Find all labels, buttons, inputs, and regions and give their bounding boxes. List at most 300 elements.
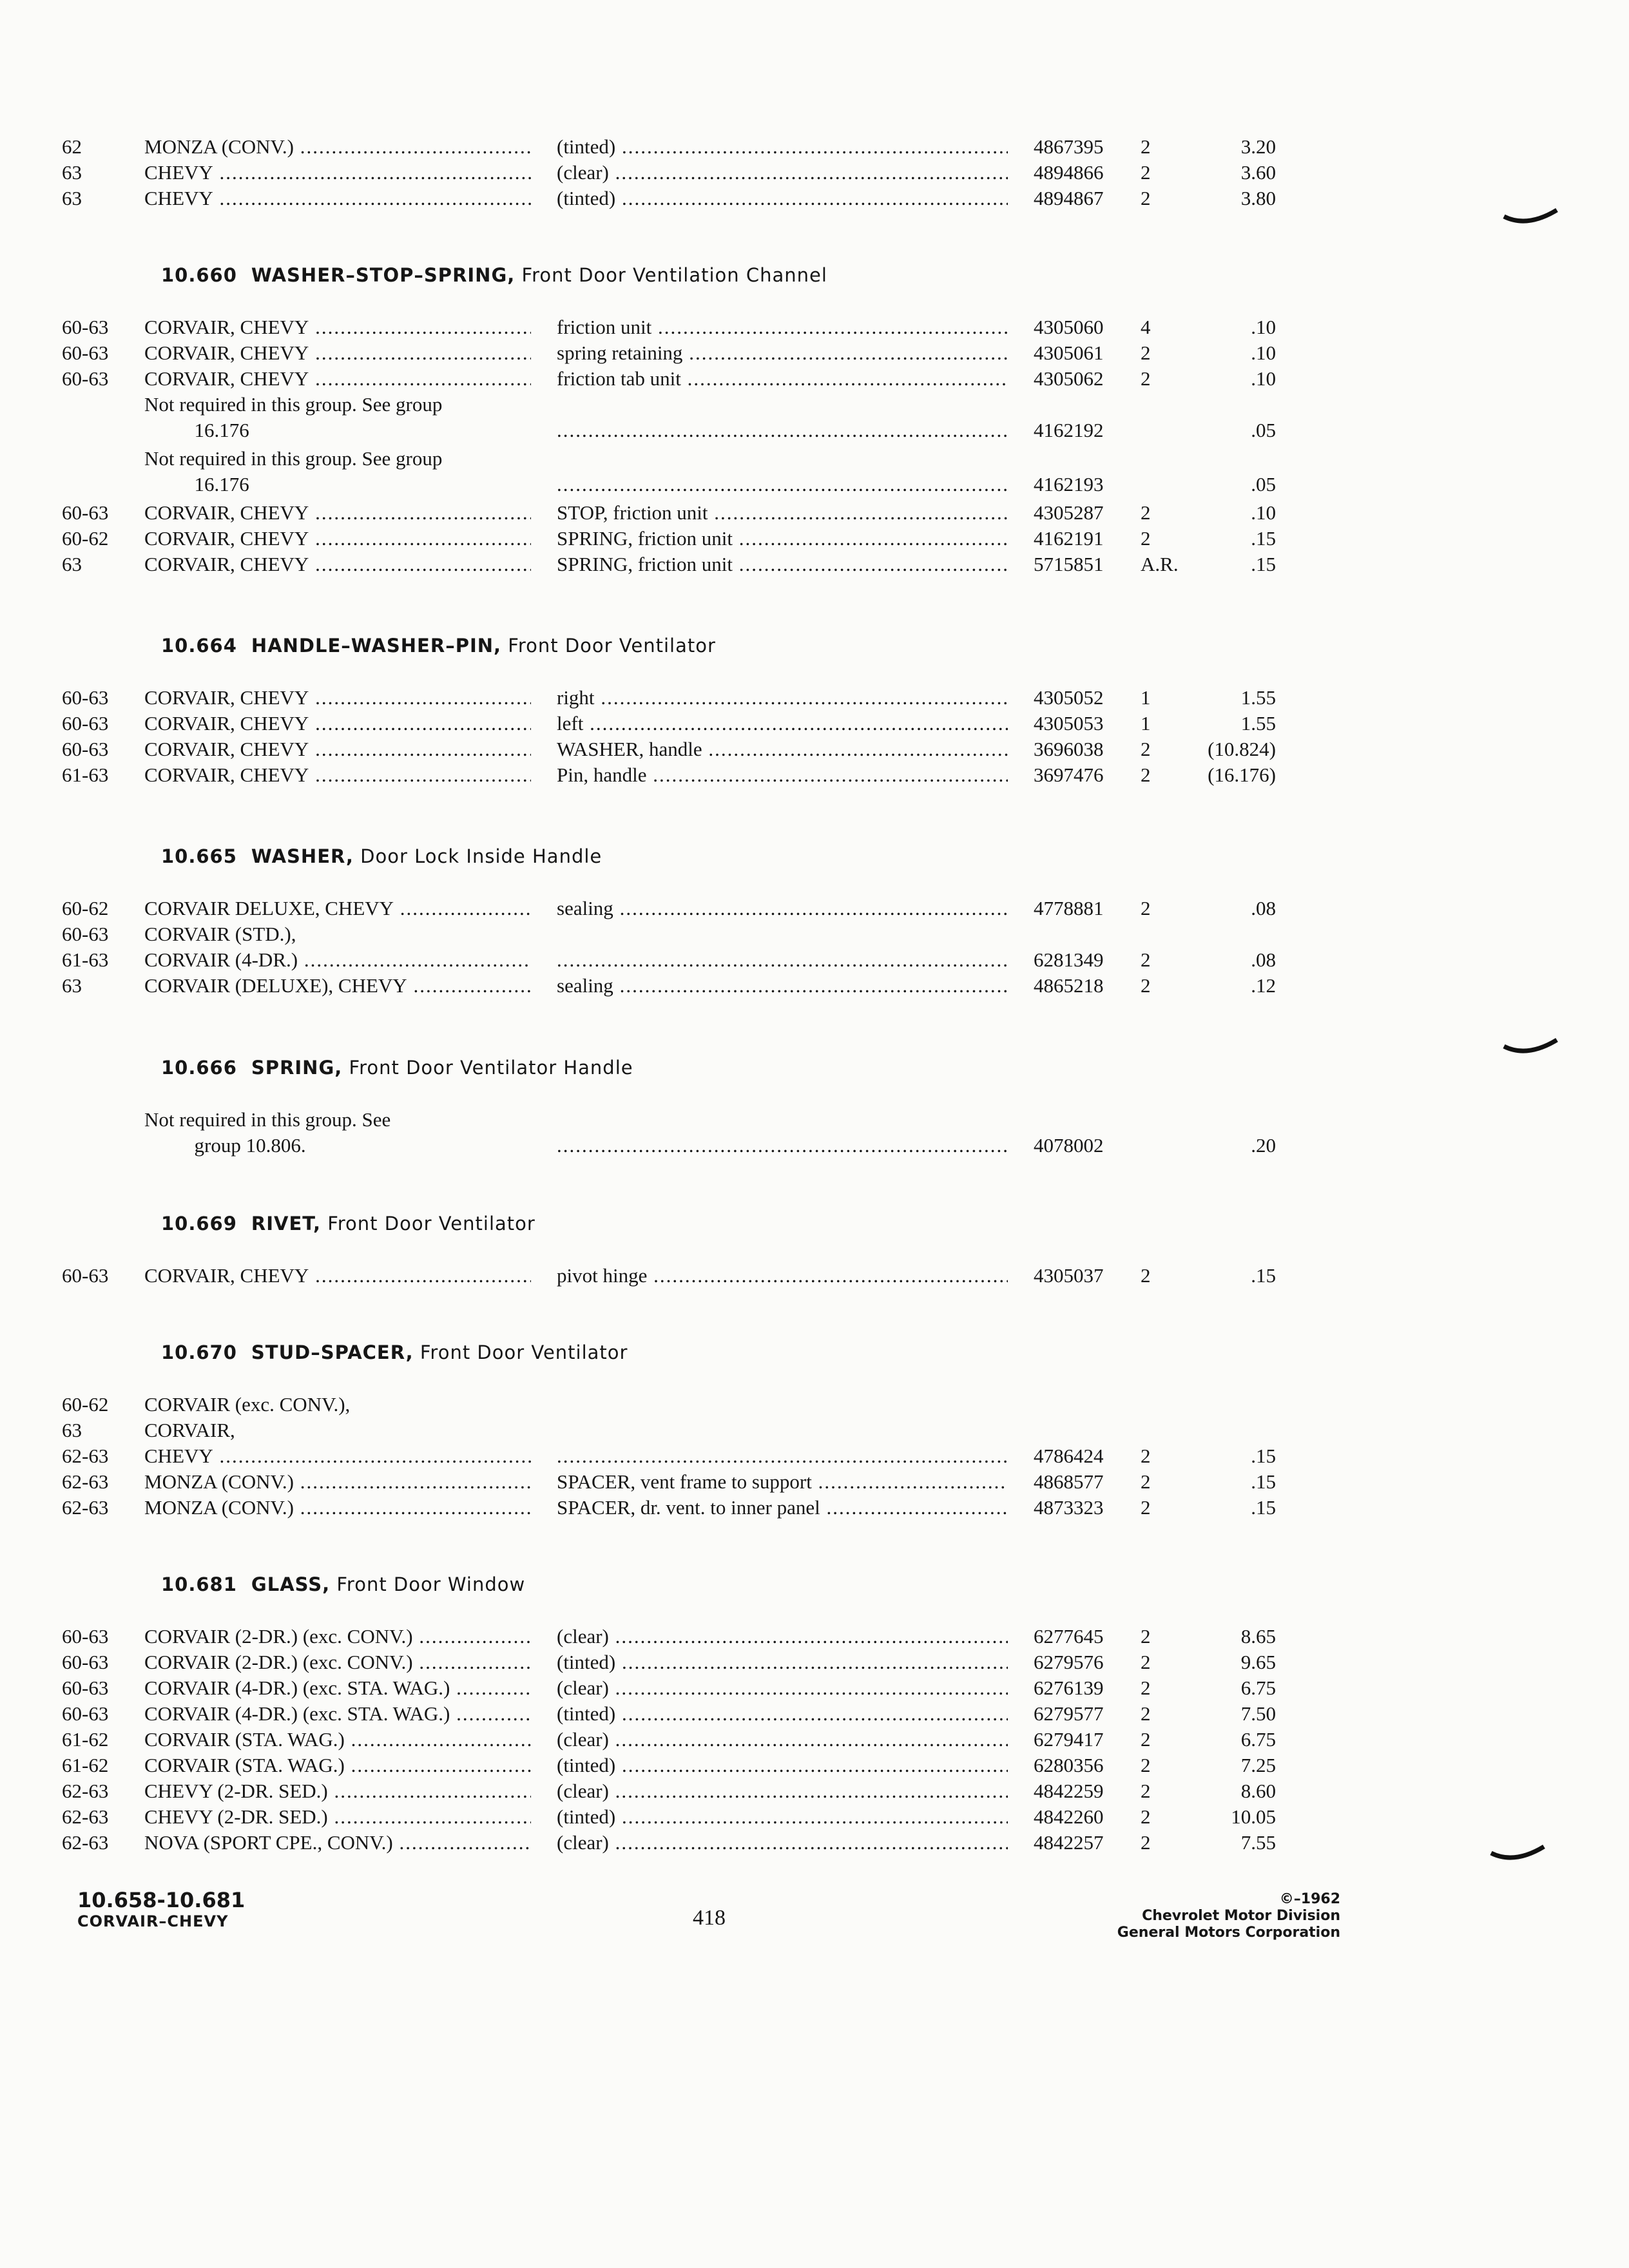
footer-group-name: CORVAIR–CHEVY [77,1912,229,1930]
model-text-continued: 16.176 ..... [144,473,531,500]
description-text: SPRING, friction unit ..... [557,553,1008,575]
model-text-continued: 16.176 ..... [144,419,531,446]
quantity-cell: 2 [1141,1805,1151,1828]
description-text: (clear) ..... [557,161,1008,184]
year-cell: 61-63 [62,764,109,786]
model-cell [144,1778,531,1804]
price-cell: .15 [1251,1445,1276,1467]
year-cell: 62 [62,135,82,158]
part-number-cell: 3697476 [1034,764,1104,786]
description-cell [557,1624,1008,1649]
table-row [0,1263,1629,1291]
model-text: CORVAIR, CHEVY ..... [144,764,531,786]
model-text: CHEVY ..... [144,1445,531,1467]
description-text: (clear) ..... [557,1728,1008,1751]
part-number-cell: 4305287 [1034,501,1104,524]
description-text: (tinted) ..... [557,1754,1008,1776]
quantity-cell: 2 [1141,527,1151,550]
part-number-cell: 4078002 [1034,1134,1104,1157]
description-text: (clear) ..... [557,1625,1008,1648]
table-row [0,1753,1629,1781]
table-row [0,526,1629,554]
model-text: MONZA (CONV.) ..... [144,1470,531,1493]
year-cell: 60-63 [62,1702,109,1725]
part-number-cell: 4868577 [1034,1470,1104,1493]
description-text [557,473,1008,495]
quantity-cell: 2 [1141,501,1151,524]
price-cell: 6.75 [1240,1677,1276,1699]
description-text: (tinted) ..... [557,1651,1008,1673]
part-number-cell: 6279576 [1034,1651,1104,1673]
description-text: pivot hinge ..... [557,1264,1008,1287]
description-text: WASHER, handle ..... [557,738,1008,760]
part-number-cell: 4873323 [1034,1496,1104,1519]
price-cell: .10 [1251,367,1276,390]
year-cell: 60-62 [62,527,109,550]
description-cell [557,134,1008,160]
section-name: SPRING, [251,1057,343,1079]
year-cell: 62-63 [62,1445,109,1467]
description-text: STOP, friction unit ..... [557,501,1008,524]
model-text: CORVAIR (4-DR.) ..... [144,948,531,971]
model-text: CORVAIR, CHEVY ..... [144,341,531,364]
table-row [0,896,1629,924]
description-cell [557,1443,1008,1469]
description-cell [557,1649,1008,1675]
description-cell [557,736,1008,762]
model-text: NOVA (SPORT CPE., CONV.) ..... [144,1831,531,1854]
quantity-cell: 2 [1141,1780,1151,1802]
model-cell [144,1727,531,1753]
price-cell: 3.60 [1240,161,1276,184]
model-cell [144,134,531,160]
section-heading [161,1057,633,1079]
model-text-continued: group 10.806. ..... [144,1134,531,1161]
section-heading [161,1213,535,1235]
quantity-cell: 2 [1141,135,1151,158]
price-cell: 1.55 [1240,686,1276,709]
model-cell [144,160,531,186]
description-text: left ..... [557,712,1008,735]
section-number: 10.660 [161,264,237,286]
section-heading [161,845,602,867]
price-cell: .15 [1251,527,1276,550]
description-cell [557,1830,1008,1856]
footer-group [77,1888,245,1930]
model-cell [144,947,531,973]
model-cell [144,366,531,392]
quantity-cell: 2 [1141,948,1151,971]
section-heading [161,635,716,657]
description-text: (clear) ..... [557,1780,1008,1802]
corporation: General Motors Corporation [1117,1925,1340,1941]
description-cell [557,762,1008,788]
part-number-cell: 4305052 [1034,686,1104,709]
part-number-cell: 4162191 [1034,527,1104,550]
price-cell: .08 [1251,948,1276,971]
model-cell [144,526,531,552]
description-text [557,419,1008,441]
description-text: friction unit ..... [557,316,1008,338]
part-number-cell: 4894867 [1034,187,1104,209]
section-number: 10.664 [161,635,237,657]
quantity-cell: 2 [1141,1728,1151,1751]
table-row [0,1727,1629,1755]
model-cell [144,736,531,762]
quantity-cell: A.R. [1141,553,1179,575]
model-cell [144,1624,531,1649]
part-number-cell: 4842260 [1034,1805,1104,1828]
description-text: SPACER, vent frame to support ..... [557,1470,1008,1493]
model-cell [144,186,531,211]
model-text: CORVAIR, CHEVY ..... [144,316,531,338]
model-text: CORVAIR, CHEVY ..... [144,501,531,524]
table-row [0,1418,1629,1446]
table-row [0,973,1629,1001]
part-number-cell: 4162192 [1034,419,1104,441]
quantity-cell: 2 [1141,1445,1151,1467]
model-text: Not required in this group. See [144,1108,391,1131]
part-number-cell: 4305062 [1034,367,1104,390]
part-number-cell: 4865218 [1034,974,1104,997]
model-text: CORVAIR (exc. CONV.), [144,1393,351,1416]
description-cell [557,340,1008,366]
description-cell [557,1495,1008,1521]
part-number-cell: 4867395 [1034,135,1104,158]
year-cell: 63 [62,1419,82,1441]
section-name: HANDLE–WASHER–PIN, [251,635,502,657]
section-name: WASHER, [251,845,354,867]
year-cell: 60-63 [62,923,109,945]
section-name: STUD–SPACER, [251,1341,414,1363]
table-row [0,1830,1629,1858]
price-cell: .15 [1251,1264,1276,1287]
section-name: RIVET, [251,1213,321,1235]
description-cell [557,1753,1008,1778]
table-row [0,1649,1629,1678]
model-cell [144,1495,531,1521]
quantity-cell: 2 [1141,1677,1151,1699]
year-cell: 60-63 [62,1264,109,1287]
model-text: CORVAIR (2-DR.) (exc. CONV.) ..... [144,1651,531,1673]
quantity-cell: 2 [1141,1625,1151,1648]
model-text: CORVAIR, CHEVY ..... [144,686,531,709]
price-cell: .15 [1251,1470,1276,1493]
year-cell: 62-63 [62,1805,109,1828]
table-row [0,711,1629,739]
year-cell: 60-63 [62,367,109,390]
part-number-cell: 4305053 [1034,712,1104,735]
description-cell [557,1675,1008,1701]
price-cell: (10.824) [1208,738,1276,760]
year-cell: 62-63 [62,1470,109,1493]
description-text: (tinted) ..... [557,187,1008,209]
section-number: 10.670 [161,1341,237,1363]
price-cell: .05 [1251,419,1276,441]
table-row [0,446,1629,500]
model-cell [144,1107,531,1161]
description-text: (clear) ..... [557,1677,1008,1699]
table-row [0,366,1629,394]
description-cell [557,896,1008,921]
description-cell [557,1133,1008,1158]
year-cell: 63 [62,187,82,209]
table-row [0,1778,1629,1807]
description-cell [557,973,1008,999]
part-number-cell: 5715851 [1034,553,1104,575]
table-row [0,1624,1629,1652]
description-cell [557,1469,1008,1495]
year-cell: 63 [62,974,82,997]
section-name: WASHER–STOP–SPRING, [251,264,516,286]
year-cell: 62-63 [62,1780,109,1802]
quantity-cell: 2 [1141,1264,1151,1287]
model-text: CORVAIR, CHEVY ..... [144,527,531,550]
table-row [0,685,1629,713]
model-text: CORVAIR (4-DR.) (exc. STA. WAG.) ..... [144,1702,531,1725]
price-cell: 6.75 [1240,1728,1276,1751]
part-number-cell: 4305060 [1034,316,1104,338]
description-text: (tinted) ..... [557,135,1008,158]
quantity-cell: 1 [1141,686,1151,709]
table-row [0,1495,1629,1523]
table-row [0,1804,1629,1832]
year-cell: 60-62 [62,897,109,919]
part-number-cell: 4842259 [1034,1780,1104,1802]
description-cell [557,160,1008,186]
model-cell [144,392,531,446]
part-number-cell: 4786424 [1034,1445,1104,1467]
part-number-cell: 4305037 [1034,1264,1104,1287]
description-text: friction tab unit ..... [557,367,1008,390]
model-cell [144,552,531,577]
description-cell [557,366,1008,392]
description-text: (tinted) ..... [557,1805,1008,1828]
price-cell: 10.05 [1231,1805,1276,1828]
table-row [0,134,1629,162]
copyright: ©–1962 [1279,1891,1340,1907]
footer-group-range: 10.658-10.681 [77,1888,246,1912]
section-number: 10.669 [161,1213,237,1235]
price-cell: 3.20 [1240,135,1276,158]
description-text: SPRING, friction unit ..... [557,527,1008,550]
model-cell [144,921,531,947]
price-cell: .08 [1251,897,1276,919]
table-row [0,552,1629,580]
model-cell [144,446,531,500]
description-cell [557,552,1008,577]
model-text: CORVAIR (DELUXE), CHEVY ..... [144,974,531,997]
section-name: GLASS, [251,1573,331,1595]
price-cell: .10 [1251,316,1276,338]
model-text: CORVAIR, CHEVY ..... [144,553,531,575]
year-cell: 62-63 [62,1831,109,1854]
section-title [251,264,827,286]
section-description: Front Door Window [336,1573,526,1595]
table-row [0,1443,1629,1472]
year-cell: 60-63 [62,501,109,524]
table-row [0,392,1629,446]
model-cell [144,1830,531,1856]
year-cell: 63 [62,553,82,575]
section-heading [161,264,827,286]
description-text [557,1134,1008,1157]
section-description: Door Lock Inside Handle [360,845,602,867]
description-cell [557,1778,1008,1804]
section-description: Front Door Ventilator [508,635,716,657]
quantity-cell: 2 [1141,1702,1151,1725]
table-row [0,1107,1629,1161]
model-text: CORVAIR, CHEVY ..... [144,1264,531,1287]
year-cell: 61-63 [62,948,109,971]
price-cell: .15 [1251,553,1276,575]
section-number: 10.666 [161,1057,237,1079]
description-cell [557,500,1008,526]
model-cell [144,1263,531,1289]
model-cell [144,1753,531,1778]
model-cell [144,762,531,788]
year-cell: 62-63 [62,1496,109,1519]
model-cell [144,685,531,711]
model-text: CHEVY ..... [144,161,531,184]
year-cell: 63 [62,161,82,184]
table-row [0,186,1629,214]
price-cell: .05 [1251,473,1276,495]
table-row [0,160,1629,188]
binder-mark-icon [1501,206,1559,232]
model-cell [144,1469,531,1495]
part-number-cell: 4305061 [1034,341,1104,364]
model-text: CORVAIR, CHEVY ..... [144,738,531,760]
description-cell [557,418,1008,443]
model-text: CORVAIR (STD.), [144,923,296,945]
model-text: CORVAIR (STA. WAG.) ..... [144,1728,531,1751]
quantity-cell: 2 [1141,187,1151,209]
price-cell: .10 [1251,501,1276,524]
quantity-cell: 2 [1141,1754,1151,1776]
price-cell: 8.65 [1240,1625,1276,1648]
model-cell [144,1443,531,1469]
year-cell: 60-63 [62,738,109,760]
price-cell: 7.25 [1240,1754,1276,1776]
model-text: CORVAIR, [144,1419,235,1441]
model-cell [144,973,531,999]
model-text: CORVAIR (STA. WAG.) ..... [144,1754,531,1776]
table-row [0,762,1629,791]
price-cell: .20 [1251,1134,1276,1157]
binder-mark-icon [1501,1036,1559,1062]
section-heading [161,1341,628,1363]
section-description: Front Door Ventilator [419,1341,628,1363]
description-text: SPACER, dr. vent. to inner panel ..... [557,1496,1008,1519]
year-cell: 60-63 [62,341,109,364]
section-description: Front Door Ventilator Handle [349,1057,633,1079]
section-description: Front Door Ventilator [327,1213,535,1235]
section-title [251,1213,535,1235]
description-text: (clear) ..... [557,1831,1008,1854]
model-text: CORVAIR (2-DR.) (exc. CONV.) ..... [144,1625,531,1648]
model-cell [144,314,531,340]
description-cell [557,1263,1008,1289]
part-number-cell: 6280356 [1034,1754,1104,1776]
year-cell: 60-63 [62,1651,109,1673]
year-cell: 61-62 [62,1728,109,1751]
table-row [0,1392,1629,1420]
description-text: sealing ..... [557,974,1008,997]
description-cell [557,186,1008,211]
year-cell: 61-62 [62,1754,109,1776]
year-cell: 60-63 [62,712,109,735]
model-text: CHEVY (2-DR. SED.) ..... [144,1805,531,1828]
model-cell [144,1649,531,1675]
description-text [557,948,1008,971]
year-cell: 60-63 [62,686,109,709]
model-text: Not required in this group. See group [144,447,443,470]
description-text: right ..... [557,686,1008,709]
section-number: 10.681 [161,1573,237,1595]
table-row [0,1469,1629,1497]
model-cell [144,500,531,526]
year-cell: 60-62 [62,1393,109,1416]
model-text: Not required in this group. See group [144,393,443,416]
model-cell [144,1418,531,1443]
quantity-cell: 2 [1141,367,1151,390]
section-title [251,845,602,867]
table-row [0,921,1629,950]
quantity-cell: 2 [1141,161,1151,184]
description-cell [557,526,1008,552]
year-cell: 60-63 [62,1625,109,1648]
table-row [0,500,1629,528]
quantity-cell: 2 [1141,1496,1151,1519]
description-cell [557,472,1008,497]
part-number-cell: 6279577 [1034,1702,1104,1725]
part-number-cell: 6277645 [1034,1625,1104,1648]
quantity-cell: 2 [1141,738,1151,760]
description-text: (tinted) ..... [557,1702,1008,1725]
part-number-cell: 6279417 [1034,1728,1104,1751]
model-cell [144,1804,531,1830]
section-title [251,1573,525,1595]
description-cell [557,685,1008,711]
table-row [0,1701,1629,1729]
description-text: Pin, handle ..... [557,764,1008,786]
price-cell: .12 [1251,974,1276,997]
description-cell [557,711,1008,736]
description-cell [557,1727,1008,1753]
page-number: 418 [693,1906,726,1930]
quantity-cell: 2 [1141,1651,1151,1673]
part-number-cell: 3696038 [1034,738,1104,760]
quantity-cell: 2 [1141,1470,1151,1493]
price-cell: .10 [1251,341,1276,364]
section-description: Front Door Ventilation Channel [521,264,827,286]
model-text: CORVAIR DELUXE, CHEVY ..... [144,897,531,919]
price-cell: .15 [1251,1496,1276,1519]
quantity-cell: 2 [1141,1831,1151,1854]
section-title [251,1341,628,1363]
model-text: MONZA (CONV.) ..... [144,1496,531,1519]
quantity-cell: 1 [1141,712,1151,735]
part-number-cell: 4162193 [1034,473,1104,495]
description-text [557,1445,1008,1467]
model-cell [144,896,531,921]
price-cell: 1.55 [1240,712,1276,735]
model-cell [144,1392,531,1418]
model-text: MONZA (CONV.) ..... [144,135,531,158]
division: Chevrolet Motor Division [1142,1908,1340,1924]
year-cell: 60-63 [62,1677,109,1699]
